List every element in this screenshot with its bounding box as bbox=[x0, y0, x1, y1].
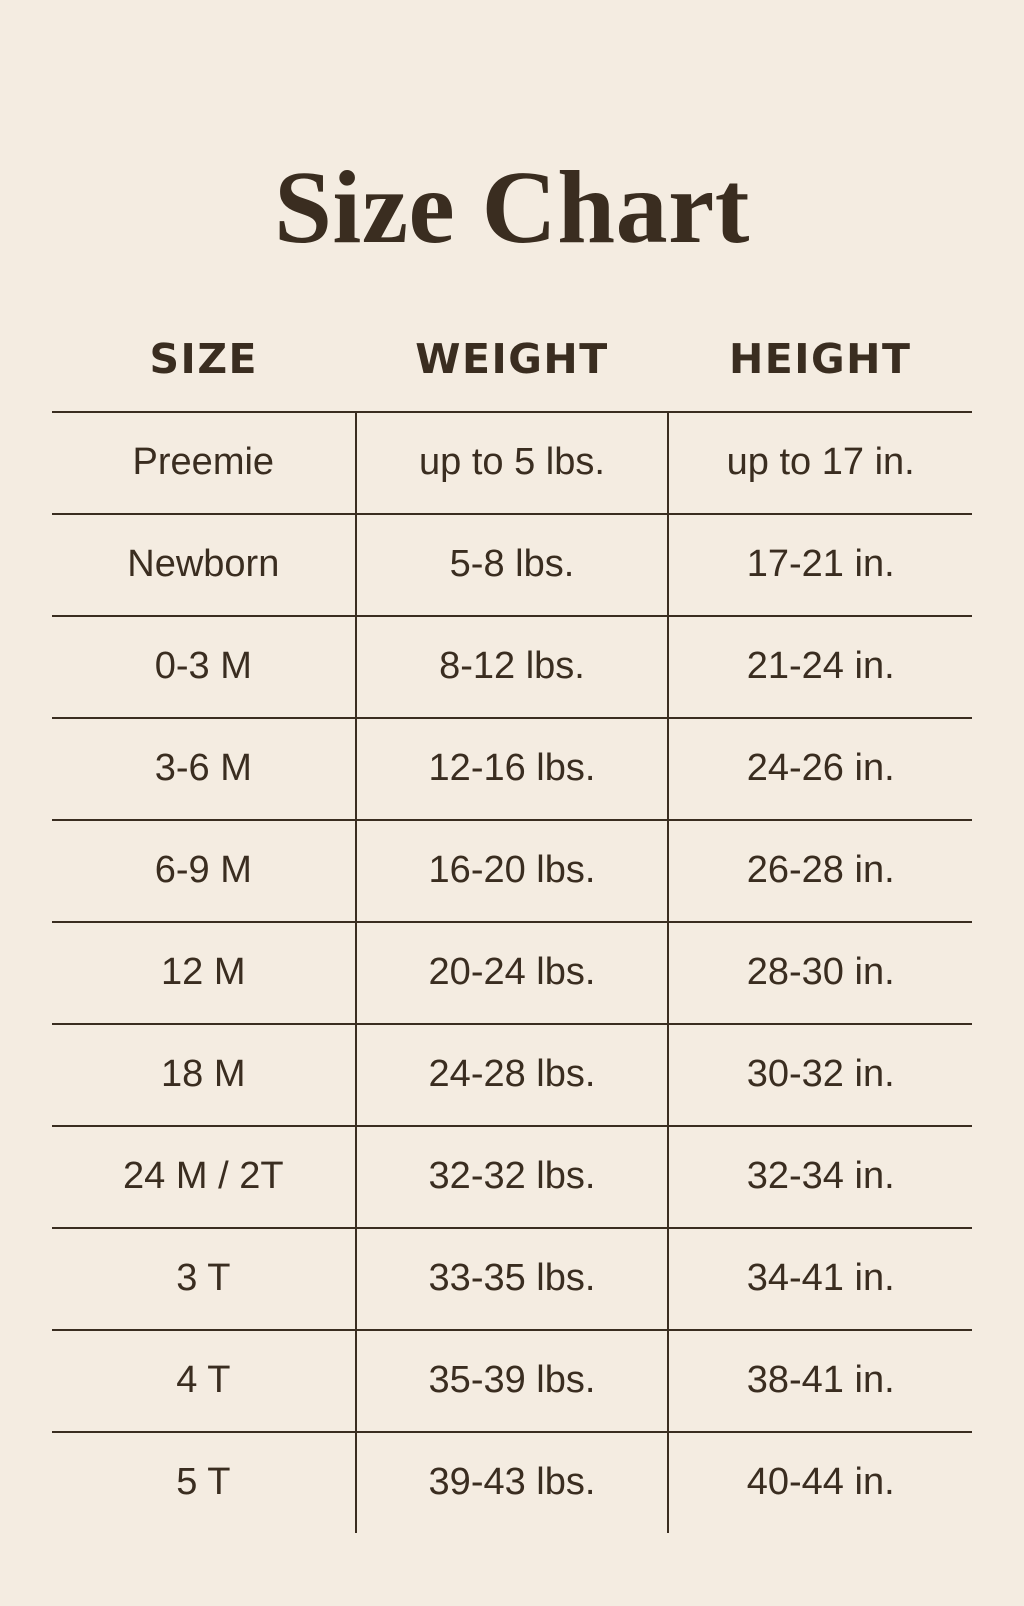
size-chart-table bbox=[52, 334, 972, 1533]
cell-size: 0-3 M bbox=[52, 616, 356, 718]
table-row bbox=[52, 616, 972, 718]
page-title: Size Chart bbox=[274, 149, 750, 265]
cell-weight: up to 5 lbs. bbox=[356, 412, 669, 514]
cell-weight: 32-32 lbs. bbox=[356, 1126, 669, 1228]
cell-height: 17-21 in. bbox=[668, 514, 972, 616]
table-row bbox=[52, 1126, 972, 1228]
cell-weight: 12-16 lbs. bbox=[356, 718, 669, 820]
column-header-height: HEIGHT bbox=[728, 334, 912, 383]
cell-weight: 16-20 lbs. bbox=[356, 820, 669, 922]
cell-height: 38-41 in. bbox=[668, 1330, 972, 1432]
cell-height: 32-34 in. bbox=[668, 1126, 972, 1228]
table-row bbox=[52, 820, 972, 922]
cell-height: 24-26 in. bbox=[668, 718, 972, 820]
table-row bbox=[52, 1228, 972, 1330]
table-body bbox=[52, 412, 972, 1533]
cell-size: 18 M bbox=[52, 1024, 356, 1126]
cell-size: Newborn bbox=[52, 514, 356, 616]
cell-size: 3 T bbox=[52, 1228, 356, 1330]
table-row bbox=[52, 514, 972, 616]
cell-size: 3-6 M bbox=[52, 718, 356, 820]
cell-height: 26-28 in. bbox=[668, 820, 972, 922]
cell-weight: 5-8 lbs. bbox=[356, 514, 669, 616]
cell-weight: 35-39 lbs. bbox=[356, 1330, 669, 1432]
cell-height: 28-30 in. bbox=[668, 922, 972, 1024]
cell-size: 5 T bbox=[52, 1432, 356, 1533]
table-header bbox=[52, 334, 972, 412]
cell-height: 21-24 in. bbox=[668, 616, 972, 718]
column-header-size: SIZE bbox=[149, 334, 259, 383]
cell-weight: 20-24 lbs. bbox=[356, 922, 669, 1024]
table-header-row bbox=[52, 334, 972, 412]
cell-height: 34-41 in. bbox=[668, 1228, 972, 1330]
cell-weight: 39-43 lbs. bbox=[356, 1432, 669, 1533]
table-row bbox=[52, 1330, 972, 1432]
cell-height: 40-44 in. bbox=[668, 1432, 972, 1533]
column-header-weight: WEIGHT bbox=[415, 334, 609, 383]
cell-height: 30-32 in. bbox=[668, 1024, 972, 1126]
cell-height: up to 17 in. bbox=[668, 412, 972, 514]
cell-size: 4 T bbox=[52, 1330, 356, 1432]
table-row bbox=[52, 1432, 972, 1533]
cell-size: Preemie bbox=[52, 412, 356, 514]
table-row bbox=[52, 412, 972, 514]
cell-weight: 8-12 lbs. bbox=[356, 616, 669, 718]
table-row bbox=[52, 718, 972, 820]
cell-size: 12 M bbox=[52, 922, 356, 1024]
size-chart-page bbox=[0, 70, 1024, 1606]
cell-size: 6-9 M bbox=[52, 820, 356, 922]
cell-size: 24 M / 2T bbox=[52, 1126, 356, 1228]
table-row bbox=[52, 1024, 972, 1126]
table-row bbox=[52, 922, 972, 1024]
cell-weight: 24-28 lbs. bbox=[356, 1024, 669, 1126]
cell-weight: 33-35 lbs. bbox=[356, 1228, 669, 1330]
